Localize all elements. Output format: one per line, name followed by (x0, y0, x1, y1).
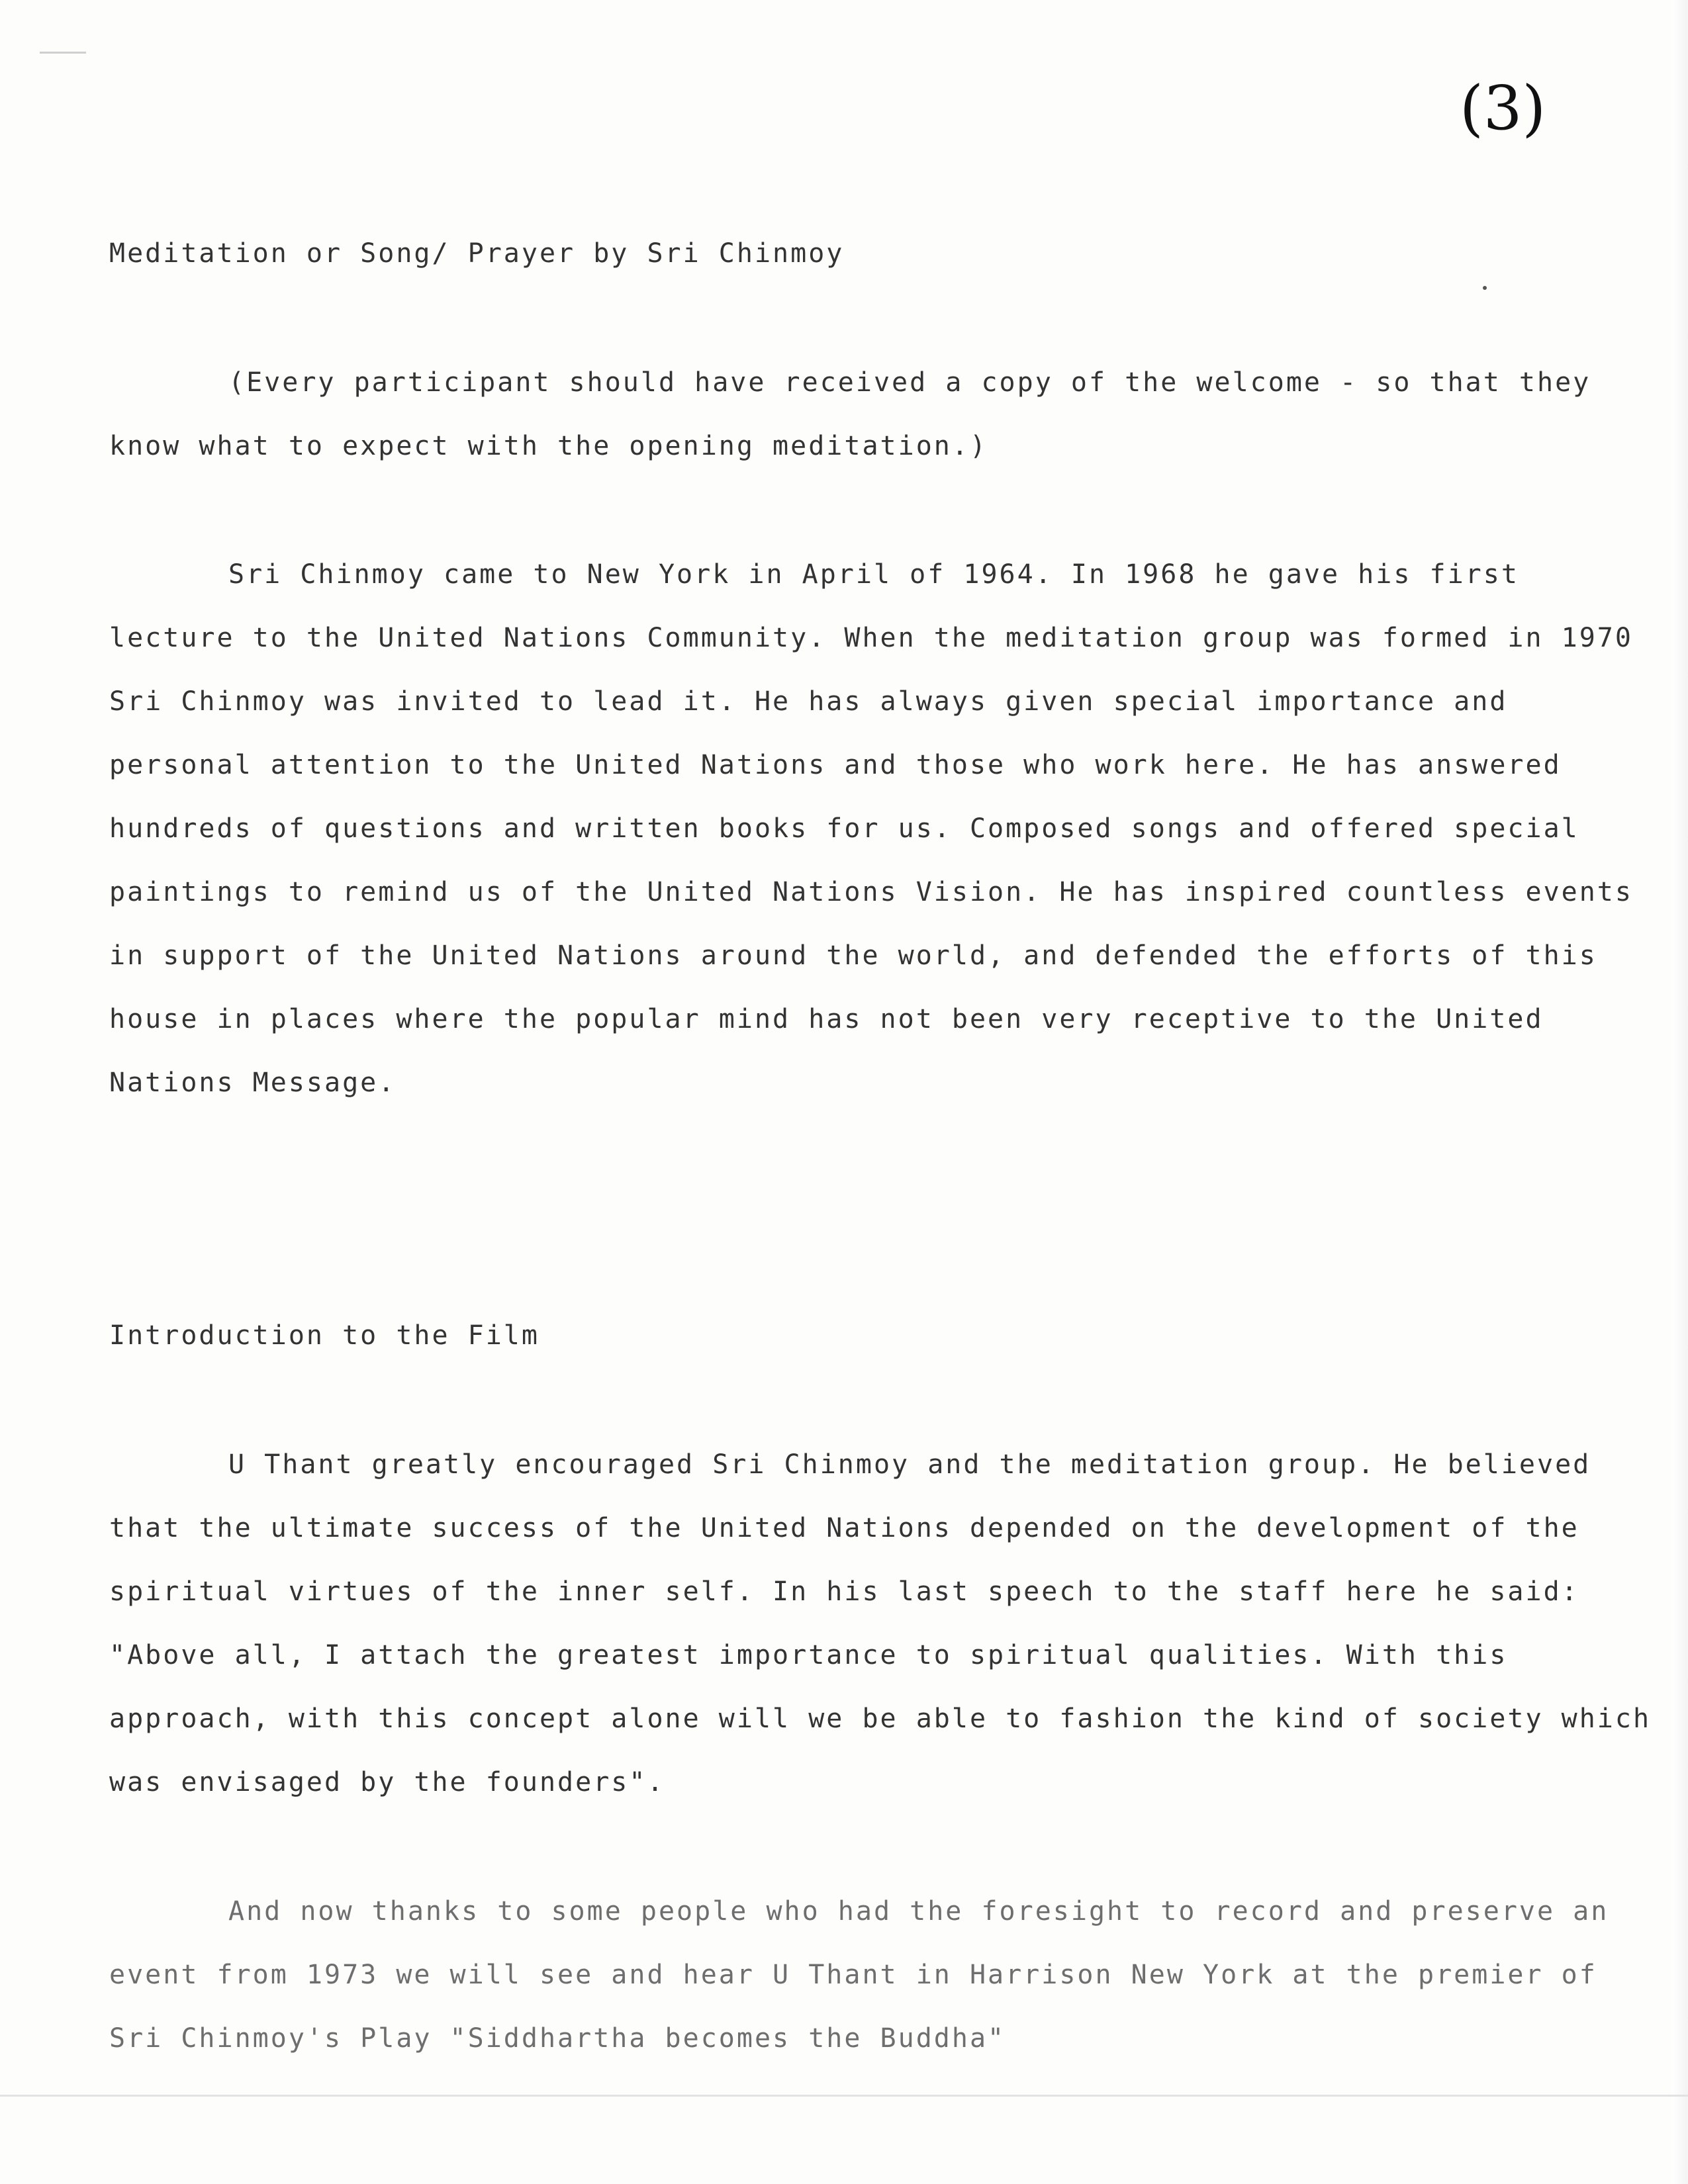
page-bottom-edge (0, 2095, 1688, 2097)
section-heading-film: Introduction to the Film (109, 1320, 539, 1351)
u-thant-paragraph: U Thant greatly encouraged Sri Chinmoy and the meditation group. He believed that the ultimate success of the United Nations depended on the development of the spiritual virtues of the inner self. In his last speech to the staff here he said: "Above all, I attach the greatest importance to spiritual qualities. With this approach, with this concept alone will we be able to fashion the kind of society which was envisaged by the founders". (109, 1449, 1652, 1797)
section-heading-meditation: Meditation or Song/ Prayer by Sri Chinmoy (109, 238, 845, 269)
page-number: (3) (1460, 73, 1546, 144)
participant-note: (Every participant should have received a copy of the welcome - so that they know what to expect with the opening meditation.) (109, 367, 1591, 461)
scan-mark (40, 52, 86, 54)
stray-mark (1483, 286, 1487, 290)
chinmoy-paragraph: Sri Chinmoy came to New York in April of 1964. In 1968 he gave his first lecture to the United Nations Community. When the meditation group was formed in 1970 Sri Chinmoy was invited to lead it. He has always given special importance and personal attention to the United Nations and those who work here. He has answered hundreds of questions and written books for us. Composed songs and offered special paintings to remind us of the United Nations Vision. He has inspired countless events in support of the United Nations around the world, and defended the efforts of this house in places where the popular mind has not been very receptive to the United Nations Message. (109, 559, 1633, 1098)
scan-edge (1672, 0, 1688, 2184)
film-paragraph: And now thanks to some people who had the foresight to record and preserve an event from 1973 we will see and hear U Thant in Harrison New York at the premier of Sri Chinmoy's Play "Siddhartha becomes the Buddha" (109, 1896, 1609, 2054)
